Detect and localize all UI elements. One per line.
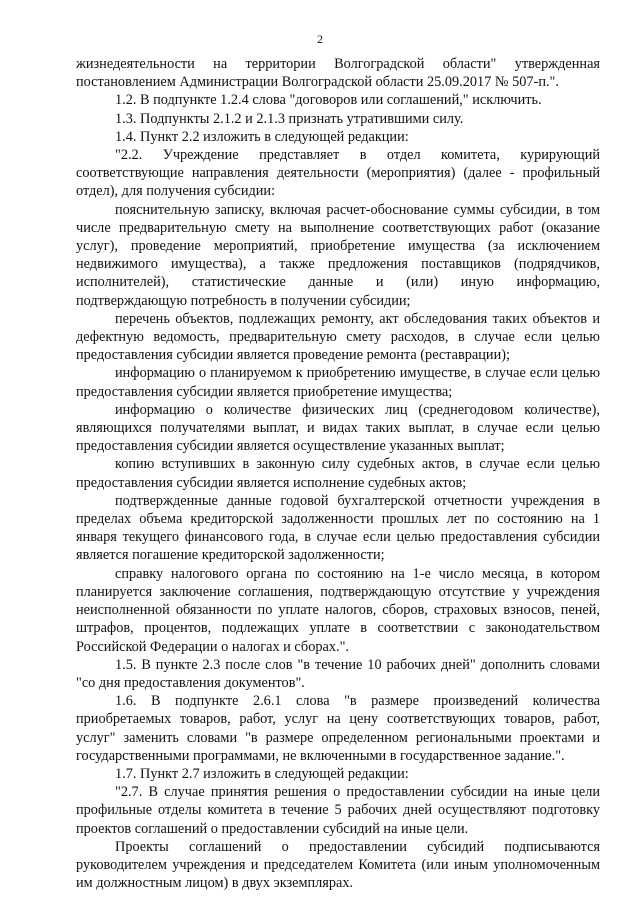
paragraph-2-7: "2.7. В случае принятия решения о предоставлении субсидии на иные цели профильные отделы комитета в течение 5 рабочих дней осуществляют подготовку проектов соглашений о предоставлении субсидий на иные цели. [76,784,600,837]
paragraph-1-2: 1.2. В подпункте 1.2.4 слова "договоров или соглашений," исключить. [115,92,542,109]
list-item-explanatory-note: пояснительную записку, включая расчет-обоснование суммы субсидии, в том числе предварительную смету на выполнение соответствующих работ (оказание услуг), проведение мероприятий, приобретение имущества (за исключением недвижимого имущества), а также предложения поставщиков (подрядчиков, исполнителей), статистические данные и (или) иную информацию, подтверждающую потребность в получении субсидии; [76,201,600,309]
list-item-payments-info: информацию о количестве физических лиц (среднегодовом количестве), являющихся получателями выплат, и видах таких выплат, в случае если целью предоставления субсидии является осуществление указанных выплат; [76,401,600,455]
document-body [76,55,600,892]
paragraph-1-4: 1.4. Пункт 2.2 изложить в следующей редакции: [115,128,409,145]
paragraph-2-2: "2.2. Учреждение представляет в отдел комитета, курирующий соответствующие направления деятельности (мероприятия) (далее - профильный отдел), для получения субсидии: [76,147,600,200]
list-item-accounting-data: подтвержденные данные годовой бухгалтерской отчетности учреждения в пределах объема кредиторской задолженности прошлых лет по состоянию на 1 января текущего финансового года, в случае если целью предоставления субсидии является погашение кредиторской задолженности; [76,492,600,564]
list-item-repair-objects: перечень объектов, подлежащих ремонту, акт обследования таких объектов и дефектную ведомость, предварительную смету расходов, в случае если целью предоставления субсидии является проведение ремонта (реставрации); [76,310,600,364]
paragraph-agreement-signing: Проекты соглашений о предоставлении субсидий подписываются руководителем учреждения и председателем Комитета (или иным уполномоченным им должностным лицом) в двух экземплярах. [76,838,600,892]
list-item-tax-certificate: справку налогового органа по состоянию на 1-е число месяца, в котором планируется заключение соглашения, подтверждающую отсутствие у учреждения неисполненной обязанности по уплате налогов, сборов, страховых взносов, пеней, штрафов, процентов, подлежащих уплате в соответствии с законодательством Российской Федерации о налогах и сборах.". [76,565,600,655]
list-item-court-acts: копию вступивших в законную силу судебных актов, в случае если целью предоставления субсидии является исполнение судебных актов; [76,456,600,491]
paragraph-1-6: 1.6. В подпункте 2.6.1 слова "в размере произведений количества приобретаемых товаров, работ, услуг на цену соответствующих товаров, работ, услуг" заменить словами "в размере определенном региональными проектами и государственными программами, не включенными в государственное задание.". [76,693,600,764]
page-number: 2 [317,32,323,46]
paragraph-1-7: 1.7. Пункт 2.7 изложить в следующей редакции: [115,765,409,782]
paragraph-continuation: жизнедеятельности на территории Волгоградской области" утвержденная постановлением Администрации Волгоградской области 25.09.2017 № 507-п.". [76,56,600,91]
paragraph-1-5: 1.5. В пункте 2.3 после слов "в течение 10 рабочих дней" дополнить словами "со дня предоставления документов". [76,656,600,691]
list-item-property-info: информацию о планируемом к приобретению имуществе, в случае если целью предоставления субсидии является приобретение имущества; [76,365,600,400]
paragraph-1-3: 1.3. Подпункты 2.1.2 и 2.1.3 признать утратившими силу. [115,110,464,127]
